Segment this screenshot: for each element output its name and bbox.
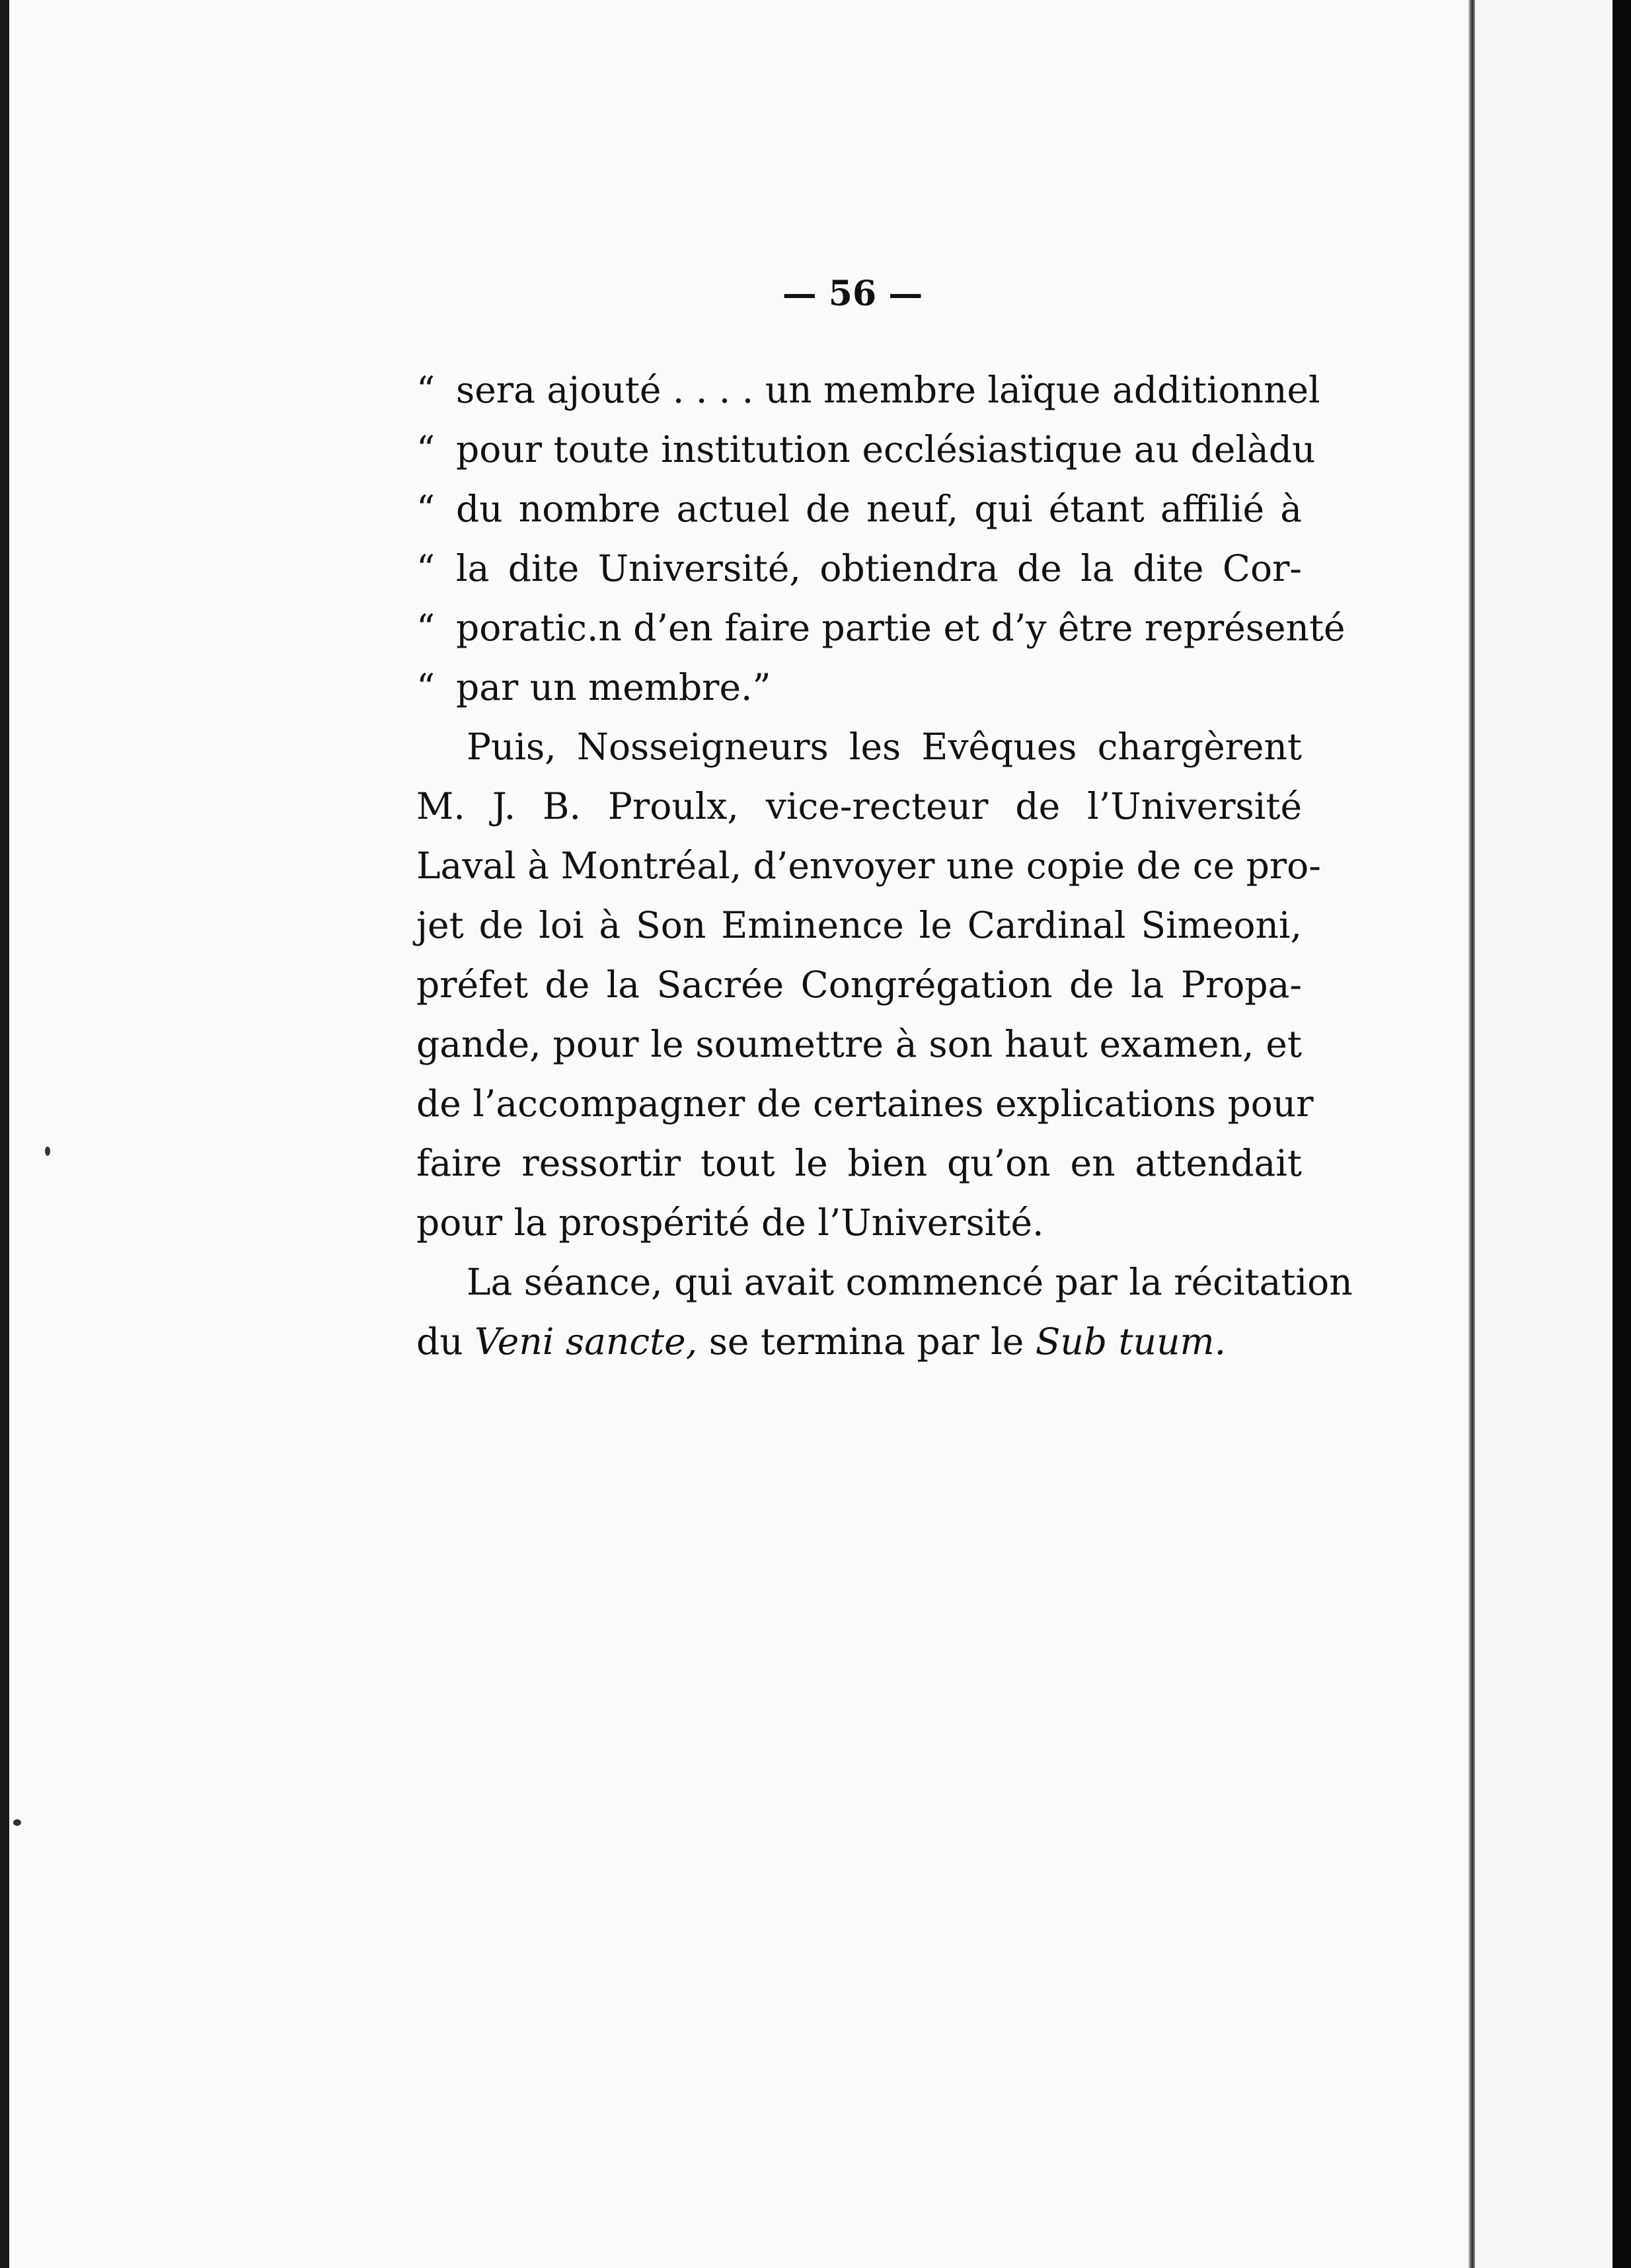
paragraph-line: préfet de la Sacrée Congrégation de la Propa-	[416, 964, 1302, 1006]
page-fold-line	[1468, 0, 1475, 2268]
facing-page-strip	[1471, 0, 1631, 2268]
paragraph-line: jet de loi à Son Eminence le Cardinal Simeoni,	[416, 904, 1302, 946]
quoted-line-text: poratic.n d’en faire partie et d’y être représenté	[456, 607, 1346, 649]
quoted-line	[416, 539, 1302, 598]
paragraph-line: faire ressortir tout le bien qu’on en attendait	[416, 1142, 1302, 1184]
text-run: se termina par le	[697, 1320, 1036, 1363]
paragraph-2	[416, 1252, 1353, 1371]
quoted-line-text: du nombre actuel de neuf, qui étant affilié à	[456, 488, 1302, 530]
quoted-line	[416, 598, 1346, 658]
scan-right-edge	[1612, 0, 1631, 2268]
paragraph-line: pour la prospérité de l’Université.	[416, 1201, 1044, 1244]
quote-mark: “	[416, 369, 436, 411]
quote-mark: “	[416, 547, 436, 589]
quoted-line-text: la dite Université, obtiendra de la dite Cor-	[456, 547, 1302, 589]
page-number: — 56 —	[782, 274, 923, 314]
paragraph-line: M. J. B. Proulx, vice-recteur de l’Université	[416, 785, 1302, 827]
body-text	[416, 360, 1353, 1371]
paragraph-line: La séance, qui avait commencé par la récitation	[467, 1261, 1353, 1303]
paragraph-line: Laval à Montréal, d’envoyer une copie de ce pro-	[416, 845, 1321, 887]
text-run: du	[416, 1320, 475, 1363]
italic-title: Veni sancte,	[474, 1320, 698, 1363]
paragraph-1	[416, 717, 1321, 1252]
quoted-line	[416, 658, 1302, 717]
paragraph-line: Puis, Nosseigneurs les Evêques chargèrent	[467, 726, 1302, 768]
quoted-line-text: pour toute institution ecclésiastique au delàdu	[456, 428, 1316, 471]
quote-mark: “	[416, 607, 436, 649]
quoted-line-text: par un membre.”	[456, 666, 771, 708]
quote-mark: “	[416, 488, 436, 530]
scan-left-edge	[0, 0, 9, 2268]
quote-mark: “	[416, 428, 436, 471]
paragraph-line	[416, 1312, 1302, 1371]
scan-speck	[45, 1147, 50, 1156]
paragraph-line: de l’accompagner de certaines explications pour	[416, 1082, 1314, 1125]
quoted-line-text: sera ajouté . . . . un membre laïque additionnel	[456, 369, 1320, 411]
scan-speck	[13, 1819, 21, 1826]
quoted-line	[416, 479, 1302, 539]
italic-title: Sub tuum.	[1035, 1320, 1227, 1363]
quoted-block	[416, 360, 1346, 717]
quote-mark: “	[416, 666, 436, 708]
paragraph-line: gande, pour le soumettre à son haut examen, et	[416, 1023, 1302, 1065]
quoted-line	[416, 420, 1316, 479]
quoted-line	[416, 360, 1320, 420]
